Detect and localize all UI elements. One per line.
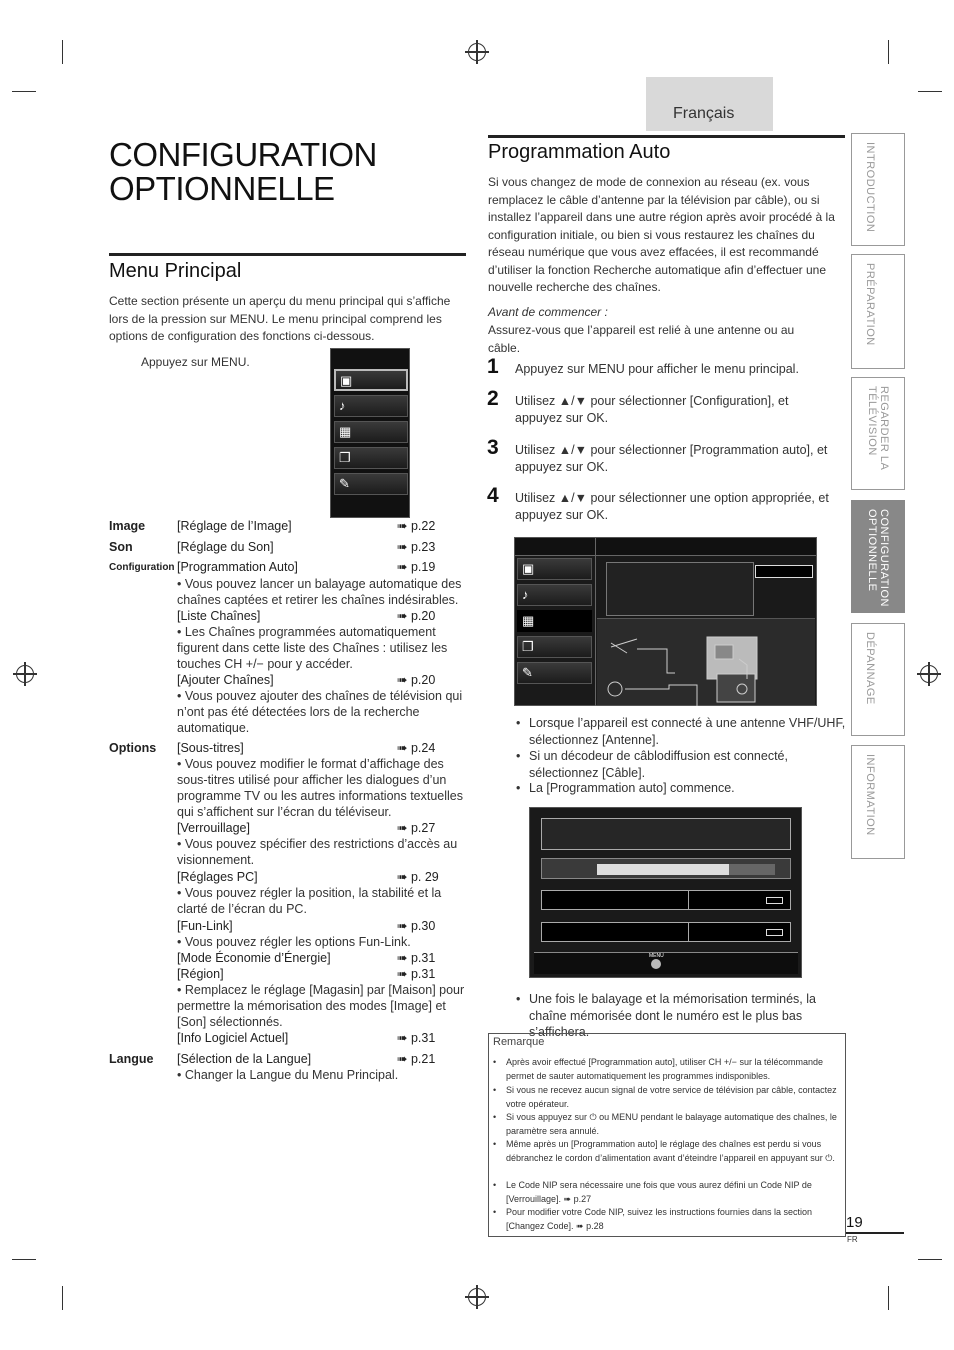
antenna-connection-diagram <box>597 619 815 706</box>
screen-menu-item <box>517 662 592 684</box>
feature-description: • Vous pouvez régler la position, la stabilité et la clarté de l’écran du PC. <box>177 886 442 916</box>
step-text: Utilisez ▲/▼ pour sélectionner [Programmation auto], et appuyez sur OK. <box>515 443 828 474</box>
feature-description: • Vous pouvez lancer un balayage automatique des chaînes captées et retirer les chaînes indésirables. <box>177 577 462 607</box>
feature-page-ref: ➠ p.24 <box>397 741 436 755</box>
feature-key: Image <box>109 519 146 533</box>
remarque-item-text: • Si vous ne recevez aucun signal de votre service de télévision par câble, contactez votre opérateur. <box>506 1085 837 1109</box>
bullet-text: • Lorsque l’appareil est connecté à une antenne VHF/UHF, sélectionnez [Antenne]. <box>529 716 846 747</box>
grid-icon: ▦ <box>522 613 535 628</box>
menu-key-label: MENU <box>649 953 664 959</box>
feature-page-ref: ➠ p.22 <box>397 519 436 533</box>
registration-mark-icon <box>16 665 34 683</box>
progress-bar-track <box>541 858 791 879</box>
step-text: Appuyez sur MENU pour afficher le menu principal. <box>515 362 799 376</box>
side-tab-depannage[interactable] <box>851 623 905 736</box>
language-tab <box>646 77 773 131</box>
feature-page-ref: ➠ p.20 <box>397 673 436 687</box>
feature-label: [Info Logiciel Actuel] <box>177 1031 289 1045</box>
side-tab-label: PRÉPARATION <box>864 263 876 346</box>
side-tab-label: CONFIGURATION OPTIONNELLE <box>866 509 890 607</box>
copy-icon: ❐ <box>522 639 534 654</box>
feature-description: • Les Chaînes programmées automatiquement figurent dans cette liste des Chaînes : utilisez les touches CH +/− pour y accéder. <box>177 625 448 671</box>
section-intro: Si vous changez de mode de connexion au réseau (ex. vous remplacez le câble d’antenne par la télévision par câble), ou si installez l’appareil dans une autre région après avoir procédé à la configuration initiale, ou bien si vous restaurez les chaînes du réseau numérique que vous avez effacées, il est recommandé d’utiliser la fonction Recherche automatique afin d’effectuer une nouvelle recherche des chaînes. <box>488 175 835 294</box>
feature-description: • Vous pouvez régler les options Fun-Link. <box>177 935 411 949</box>
grid-icon: ▦ <box>339 424 352 439</box>
picture-icon: ▣ <box>340 373 353 388</box>
step-number: 3 <box>487 436 499 459</box>
scan-result-row <box>541 922 791 942</box>
language-label: Français <box>673 105 735 122</box>
feature-page-ref: ➠ p.27 <box>397 821 436 835</box>
crop-mark <box>888 40 889 64</box>
crop-mark <box>12 91 36 92</box>
before-start-title: Avant de commencer : <box>488 305 608 319</box>
crop-mark <box>918 1259 942 1260</box>
bullet-item <box>516 780 846 797</box>
scan-result-row <box>541 890 791 910</box>
side-tab-label: REGARDER LA TÉLÉVISION <box>866 386 890 470</box>
feature-description: • Vous pouvez modifier le format d’affichage des sous-titres utilisé pour afficher les dialogues d’un programme TV ou les autres informations textuelles qui s’affichent sur l’écran du téléviseur. <box>177 757 464 819</box>
feature-label: [Ajouter Chaînes] <box>177 673 274 687</box>
remarque-item <box>493 1206 843 1233</box>
settings-icon: ✎ <box>522 665 533 680</box>
step-text: Utilisez ▲/▼ pour sélectionner une option appropriée, et appuyez sur OK. <box>515 491 829 522</box>
feature-key: Options <box>109 741 157 755</box>
feature-label: [Réglage de l’Image] <box>177 519 292 533</box>
scan-result-divider <box>688 891 689 909</box>
feature-page-ref: ➠ p.31 <box>397 1031 436 1045</box>
remarque-box <box>488 1033 846 1237</box>
remarque-item <box>493 1179 843 1206</box>
registration-mark-icon <box>468 1288 486 1306</box>
feature-page-ref: ➠ p. 29 <box>397 870 439 884</box>
registration-mark-icon <box>468 43 486 61</box>
section-divider <box>109 253 466 256</box>
registration-mark-icon <box>920 665 938 683</box>
step-number: 2 <box>487 387 499 410</box>
remarque-item-text: • Si vous appuyez sur ⏻ ou MENU pendant le balayage automatique des chaînes, le paramètre sera annulé. <box>506 1112 837 1136</box>
screen-menu-item <box>517 558 592 580</box>
remarque-item <box>493 1138 843 1165</box>
scan-progress-illustration <box>529 807 802 978</box>
screen-option-box <box>755 565 813 578</box>
section-intro: Cette section présente un aperçu du menu principal qui s’affiche lors de la pression sur MENU. Le menu principal comprend les options de configuration des fonctions ci-dessous. <box>109 294 451 343</box>
bullet-item <box>516 715 846 748</box>
crop-mark <box>62 1286 63 1310</box>
crop-mark <box>62 40 63 64</box>
press-instruction: Appuyez sur MENU. <box>141 355 250 369</box>
feature-label: [Sous-titres] <box>177 741 244 755</box>
bullet-text: • Une fois le balayage et la mémorisation terminés, la chaîne mémorisée dont le numéro est le plus bas s’affichera. <box>529 992 816 1039</box>
feature-page-ref: ➠ p.23 <box>397 540 436 554</box>
feature-page-ref: ➠ p.21 <box>397 1052 436 1066</box>
remarque-item <box>493 1111 843 1138</box>
menu-item-image <box>334 369 408 391</box>
menu-item-options <box>334 447 408 469</box>
side-tab-label: INFORMATION <box>864 754 876 836</box>
menu-key-icon <box>651 959 661 969</box>
side-tab-regarder[interactable] <box>851 377 905 490</box>
screen-header-bar <box>515 538 816 556</box>
side-tab-introduction[interactable] <box>851 133 905 246</box>
feature-description: • Remplacez le réglage [Magasin] par [Maison] pour permettre la mémorisation des modes [Image] et [Son] sélectionnés. <box>177 983 465 1029</box>
remarque-item <box>493 1056 843 1083</box>
feature-description: • Vous pouvez spécifier des restrictions d’accès au visionnement. <box>177 837 458 867</box>
feature-page-ref: ➠ p.19 <box>397 560 436 574</box>
feature-key: Son <box>109 540 133 554</box>
page-language-code: FR <box>847 1235 858 1244</box>
side-tab-label: DÉPANNAGE <box>864 632 876 705</box>
feature-page-ref: ➠ p.30 <box>397 919 436 933</box>
section-title: Programmation Auto <box>488 141 671 163</box>
feature-page-ref: ➠ p.31 <box>397 951 436 965</box>
remarque-item-text: • Après avoir effectué [Programmation auto], utiliser CH +/− sur la télécommande permet de sauter automatiquement les programmes indisponibles. <box>506 1057 823 1081</box>
before-start-text: Assurez-vous que l’appareil est relié à une antenne ou au câble. <box>488 323 795 355</box>
feature-label: [Région] <box>177 967 224 981</box>
scan-footer-bar <box>534 952 798 974</box>
screen-menu-item <box>517 636 592 658</box>
side-tab-preparation[interactable] <box>851 254 905 369</box>
main-menu-screenshot <box>330 348 410 518</box>
remarque-item-text: • Pour modifier votre Code NIP, suivez les instructions fournies dans la section [Changez Code]. ➠ p.28 <box>506 1207 812 1231</box>
screen-menu-item-selected <box>517 610 592 632</box>
remarque-item-text: • Le Code NIP sera nécessaire une fois que vous aurez défini un Code NIP de [Verrouillage]. ➠ p.27 <box>506 1180 812 1204</box>
feature-page-ref: ➠ p.20 <box>397 609 436 623</box>
page-title-line: CONFIGURATION <box>109 136 377 173</box>
page-title-line: OPTIONNELLE <box>109 170 335 207</box>
bullet-item <box>516 748 846 781</box>
crop-mark <box>918 91 942 92</box>
page-number: 19 <box>846 1214 863 1231</box>
feature-page-ref: ➠ p.31 <box>397 967 436 981</box>
picture-icon: ▣ <box>522 561 535 576</box>
configuration-screen-illustration <box>514 537 817 706</box>
feature-label: [Programmation Auto] <box>177 560 298 574</box>
copy-icon: ❐ <box>339 450 351 465</box>
section-title: Menu Principal <box>109 260 242 282</box>
scan-result-count-box <box>766 929 783 936</box>
side-tab-configuration[interactable] <box>851 500 905 613</box>
screen-lower-area <box>597 618 815 705</box>
feature-label: [Mode Économie d’Énergie] <box>177 951 331 965</box>
step-number: 1 <box>487 355 499 378</box>
crop-mark <box>12 1259 36 1260</box>
feature-key: Langue <box>109 1052 154 1066</box>
settings-icon: ✎ <box>339 476 350 491</box>
progress-bar-track-inner <box>597 864 775 875</box>
remarque-title: Remarque <box>493 1036 545 1048</box>
feature-key: Configuration <box>109 562 175 573</box>
menu-item-configuration <box>334 421 408 443</box>
feature-label: [Sélection de la Langue] <box>177 1052 312 1066</box>
feature-description: • Vous pouvez ajouter des chaînes de télévision qui n’ont pas été détectées lors de la recherche automatique. <box>177 689 463 735</box>
music-note-icon: ♪ <box>339 398 346 413</box>
bullet-text: • Si un décodeur de câblodiffusion est connecté, sélectionnez [Câble]. <box>529 749 788 780</box>
step-text: Utilisez ▲/▼ pour sélectionner [Configuration], et appuyez sur OK. <box>515 394 789 425</box>
scan-result-count-box <box>766 897 783 904</box>
feature-label: [Liste Chaînes] <box>177 609 261 623</box>
menu-item-son <box>334 395 408 417</box>
side-tab-label: INTRODUCTION <box>864 142 876 233</box>
feature-label: [Réglage du Son] <box>177 540 274 554</box>
menu-item-langue <box>334 473 408 495</box>
screen-menu-item <box>517 584 592 606</box>
page-number-rule <box>846 1232 904 1234</box>
remarque-item-text: • Même après un [Programmation auto] le réglage des chaînes est perdu si vous débranchez le cordon d’alimentation avant d’éteindre l’appareil en appuyant sur ⏻. <box>506 1139 835 1163</box>
feature-label: [Fun-Link] <box>177 919 233 933</box>
section-divider <box>488 135 845 138</box>
feature-label: [Verrouillage] <box>177 821 250 835</box>
music-note-icon: ♪ <box>522 587 529 602</box>
page-title <box>109 138 377 206</box>
bullet-text: • La [Programmation auto] commence. <box>529 781 735 795</box>
crop-mark <box>888 1286 889 1310</box>
progress-bar-fill <box>597 864 729 875</box>
scan-result-divider <box>688 923 689 941</box>
side-tab-information[interactable] <box>851 745 905 859</box>
step-number: 4 <box>487 484 499 507</box>
remarque-item <box>493 1084 843 1111</box>
feature-description: • Changer la Langue du Menu Principal. <box>177 1068 399 1082</box>
feature-label: [Réglages PC] <box>177 870 258 884</box>
scan-title-box <box>541 818 791 850</box>
screen-separator <box>595 538 596 706</box>
screen-text-panel <box>606 562 754 616</box>
